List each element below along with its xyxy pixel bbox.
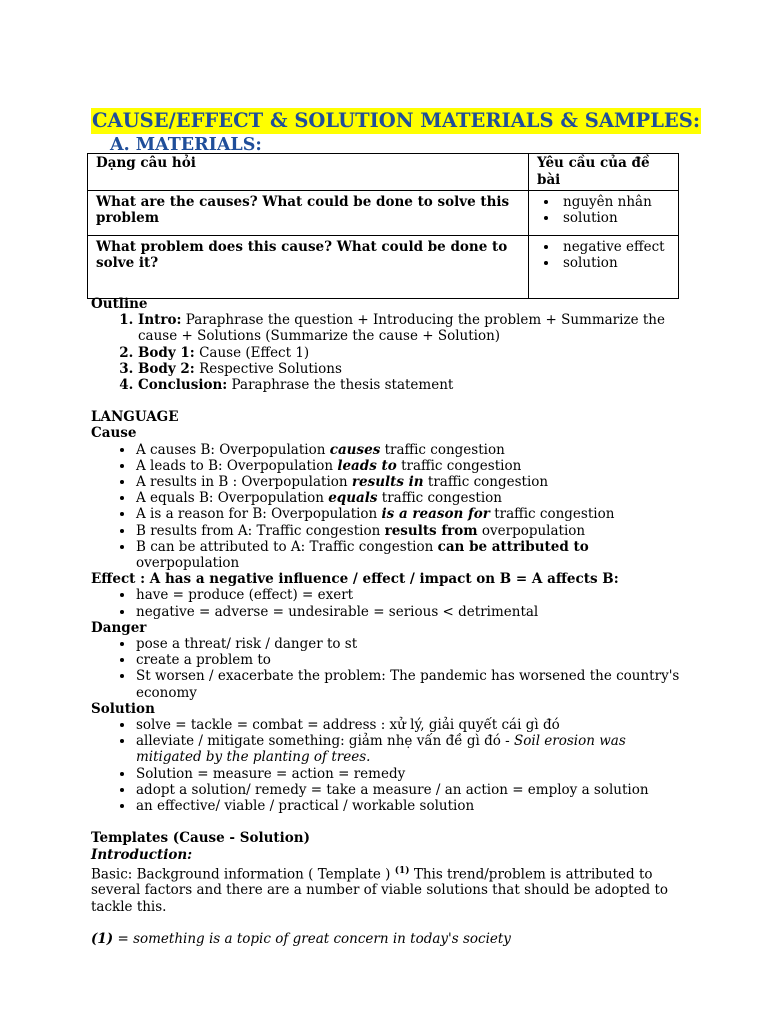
outline-item xyxy=(138,377,691,393)
item-emphasis: results in xyxy=(351,474,424,491)
outline-item-text: Cause (Effect 1) xyxy=(194,344,310,361)
list-item xyxy=(135,506,691,522)
list-item: • have = produce (effect) = exert xyxy=(135,587,691,603)
footnote-text: = something is a topic of great concern in today's society xyxy=(113,930,511,947)
list-item: • solution xyxy=(559,210,670,226)
outline-list xyxy=(91,312,691,393)
table-cell-requirements xyxy=(529,191,679,236)
list-item xyxy=(135,490,691,506)
item-emphasis: causes xyxy=(329,441,381,458)
list-item xyxy=(135,798,691,814)
item-text: traffic congestion xyxy=(489,506,615,523)
document-body xyxy=(91,296,691,947)
list-item xyxy=(135,442,691,458)
list-item xyxy=(135,782,691,798)
list-item xyxy=(135,523,691,539)
outline-item-text: Paraphrase the question + Introducing the problem + Summarize the cause + Solutions (Summarize the cause + Solution) xyxy=(138,312,665,345)
item-text: alleviate / mitigate something: giảm nhẹ vấn đề gì đó - xyxy=(136,733,514,750)
solution-heading: Solution xyxy=(91,700,155,717)
document-title: CAUSE/EFFECT & SOLUTION MATERIALS & SAMPLES: xyxy=(92,109,701,132)
list-item: • create a problem to xyxy=(135,652,691,668)
introduction-heading: Introduction: xyxy=(91,846,193,863)
item-text: adopt a solution/ remedy = take a measure / an action = employ a solution xyxy=(136,781,649,798)
requirements-list xyxy=(537,194,670,226)
list-item: • nguyên nhân xyxy=(559,194,670,210)
item-text: B can be attributed to A: Traffic congestion xyxy=(136,538,438,555)
item-text: traffic congestion xyxy=(380,441,505,458)
outline-heading: Outline xyxy=(91,296,148,312)
item-text: B results from A: Traffic congestion xyxy=(136,522,385,539)
outline-item xyxy=(138,345,691,361)
list-item xyxy=(135,474,691,490)
footnote-number: (1) xyxy=(91,930,114,947)
list-item: • St worsen / exacerbate the problem: The pandemic has worsened the country's economy xyxy=(135,668,691,700)
outline-item xyxy=(138,312,691,344)
solution-list xyxy=(91,717,691,814)
table-row xyxy=(88,191,679,236)
item-text: A equals B: Overpopulation xyxy=(136,490,329,507)
item-text: an effective/ viable / practical / workable solution xyxy=(136,798,475,815)
list-item: • solution xyxy=(559,255,670,271)
list-item xyxy=(135,539,691,571)
item-emphasis: can be attributed to xyxy=(437,538,589,555)
table-cell-requirements xyxy=(529,236,679,299)
outline-item-text: Paraphrase the thesis statement xyxy=(227,377,454,394)
outline-item-label: Conclusion: xyxy=(138,377,228,394)
language-heading: LANGUAGE xyxy=(91,409,179,426)
item-text: A causes B: Overpopulation xyxy=(136,441,330,458)
item-text: A leads to B: Overpopulation xyxy=(136,457,338,474)
outline-item-label: Body 1: xyxy=(138,344,195,361)
list-item xyxy=(135,458,691,474)
item-text: overpopulation xyxy=(477,522,586,539)
list-item: • negative = adverse = undesirable = serious < detrimental xyxy=(135,604,691,620)
item-emphasis: is a reason for xyxy=(381,506,490,523)
footnote-marker: (1) xyxy=(394,865,410,876)
item-text: traffic congestion xyxy=(377,490,503,507)
template-text: This trend/problem is attributed to several factors and there are a number of viable solutions that should be adopted to tackle this. xyxy=(91,866,669,915)
list-item: • negative effect xyxy=(559,239,670,255)
item-emphasis: leads to xyxy=(337,457,397,474)
table-header-row xyxy=(88,154,679,191)
materials-table xyxy=(87,153,679,299)
list-item xyxy=(135,766,691,782)
list-item xyxy=(135,733,691,765)
outline-item-label: Body 2: xyxy=(138,360,195,377)
danger-heading: Danger xyxy=(91,619,147,636)
outline-item xyxy=(138,361,691,377)
outline-item-label: Intro: xyxy=(138,312,182,329)
template-text: Basic: Background information ( Template ) xyxy=(91,866,395,883)
item-emphasis: equals xyxy=(328,490,378,507)
requirements-list xyxy=(537,239,670,271)
cause-list xyxy=(91,442,691,572)
item-example: Soil erosion was mitigated by the planting of trees. xyxy=(136,733,626,766)
danger-list xyxy=(91,636,691,701)
table-cell-question: What are the causes? What could be done to solve this problem xyxy=(88,191,529,236)
item-emphasis: results from xyxy=(384,522,478,539)
table-header-question-type: Dạng câu hỏi xyxy=(88,154,529,191)
footnote-paragraph xyxy=(91,931,691,947)
list-item: • pose a threat/ risk / danger to st xyxy=(135,636,691,652)
section-a-heading: A. MATERIALS: xyxy=(110,135,262,155)
templates-heading: Templates (Cause - Solution) xyxy=(91,830,310,847)
item-text: traffic congestion xyxy=(423,474,549,491)
item-text: overpopulation xyxy=(136,555,240,572)
outline-item-text: Respective Solutions xyxy=(194,360,342,377)
basic-template-paragraph xyxy=(91,863,691,915)
item-text: traffic congestion xyxy=(396,457,522,474)
list-item xyxy=(135,717,691,733)
cause-heading: Cause xyxy=(91,425,137,442)
table-header-requirements: Yêu cầu của đề bài xyxy=(529,154,679,191)
item-text: A results in B : Overpopulation xyxy=(136,474,352,491)
effect-list xyxy=(91,587,691,619)
item-text: Solution = measure = action = remedy xyxy=(136,765,406,782)
item-text: A is a reason for B: Overpopulation xyxy=(136,506,382,523)
item-text: solve = tackle = combat = address : xử lý, giải quyết cái gì đó xyxy=(136,717,560,734)
effect-heading: Effect : A has a negative influence / effect / impact on B = A affects B: xyxy=(91,571,619,588)
table-row xyxy=(88,236,679,299)
table-cell-question: What problem does this cause? What could be done to solve it? xyxy=(88,236,529,299)
